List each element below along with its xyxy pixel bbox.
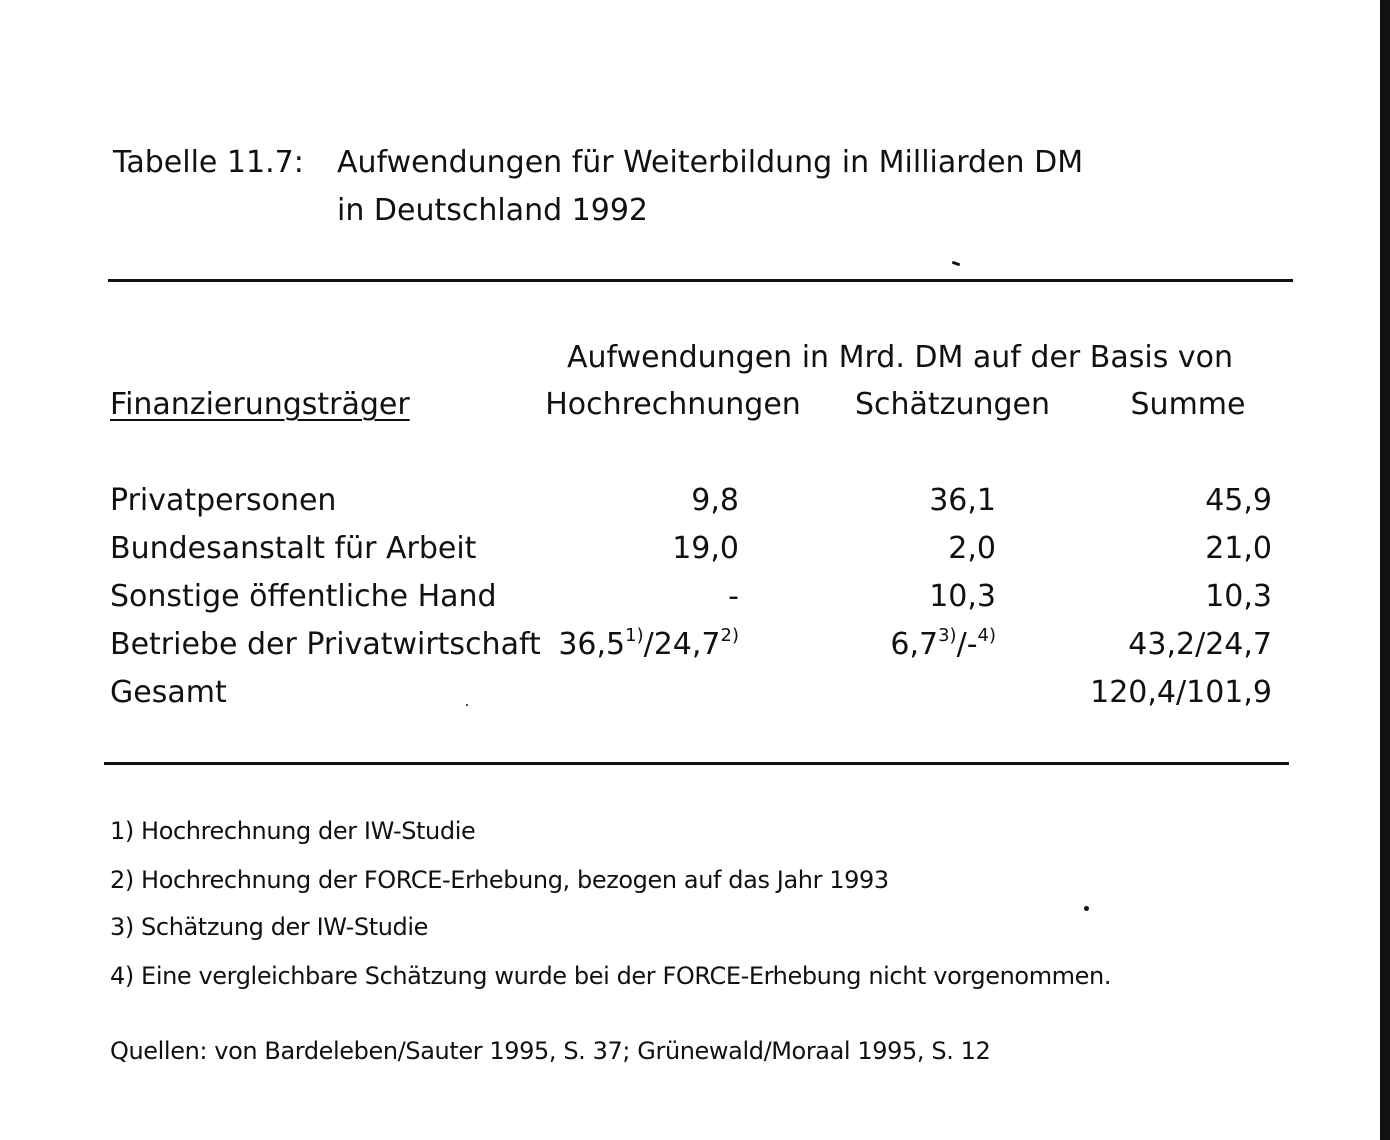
cell-privatpersonen-summe: 45,9 <box>1205 483 1272 518</box>
row-label-bundesanstalt: Bundesanstalt für Arbeit <box>110 531 477 566</box>
table-caption-title-line-2: in Deutschland 1992 <box>337 193 649 228</box>
column-header-schaetzungen: Schätzungen <box>855 387 1050 422</box>
footnote-1: 1) Hochrechnung der IW-Studie <box>110 817 476 845</box>
table-bottom-rule <box>104 762 1289 765</box>
scan-speck <box>466 704 468 706</box>
table-caption-label: Tabelle 11.7: <box>113 145 304 180</box>
table-top-rule <box>108 279 1293 282</box>
footnote-3: 3) Schätzung der IW-Studie <box>110 913 429 941</box>
scan-page-edge <box>1380 0 1390 1140</box>
cell-privatpersonen-schaetzungen: 36,1 <box>929 483 996 518</box>
cell-gesamt-summe: 120,4/101,9 <box>1090 675 1272 710</box>
cell-bundesanstalt-schaetzungen: 2,0 <box>948 531 996 566</box>
column-header-summe: Summe <box>1130 387 1246 422</box>
row-label-privatpersonen: Privatpersonen <box>110 483 337 518</box>
scan-speck <box>952 261 961 267</box>
source-note: Quellen: von Bardeleben/Sauter 1995, S. 37; Grünewald/Moraal 1995, S. 12 <box>110 1037 991 1065</box>
footnote-2: 2) Hochrechnung der FORCE-Erhebung, bezogen auf das Jahr 1993 <box>110 866 889 894</box>
scan-speck <box>1084 906 1089 911</box>
footnote-4: 4) Eine vergleichbare Schätzung wurde bei der FORCE-Erhebung nicht vorgenommen. <box>110 962 1112 990</box>
cell-privatpersonen-hochrechnungen: 9,8 <box>691 483 739 518</box>
row-label-betriebe: Betriebe der Privatwirtschaft <box>110 627 541 662</box>
column-header-finanzierungstraeger: Finanzierungsträger <box>110 387 410 422</box>
table-caption-title-line-1: Aufwendungen für Weiterbildung in Milliarden DM <box>337 145 1084 180</box>
cell-bundesanstalt-summe: 21,0 <box>1205 531 1272 566</box>
cell-sonstige-summe: 10,3 <box>1205 579 1272 614</box>
row-label-sonstige: Sonstige öffentliche Hand <box>110 579 497 614</box>
cell-betriebe-hochrechnungen: 36,5$^{1)}$/24,7$^{2)}$ <box>558 625 739 662</box>
cell-betriebe-schaetzungen: 6,7$^{3)}$/-$^{4)}$ <box>890 625 996 662</box>
row-label-gesamt: Gesamt <box>110 675 227 710</box>
cell-sonstige-schaetzungen: 10,3 <box>929 579 996 614</box>
group-header: Aufwendungen in Mrd. DM auf der Basis von <box>567 340 1233 375</box>
column-header-hochrechnungen: Hochrechnungen <box>545 387 801 422</box>
cell-bundesanstalt-hochrechnungen: 19,0 <box>672 531 739 566</box>
cell-betriebe-summe: 43,2/24,7 <box>1128 627 1272 662</box>
cell-sonstige-hochrechnungen: - <box>728 579 739 614</box>
